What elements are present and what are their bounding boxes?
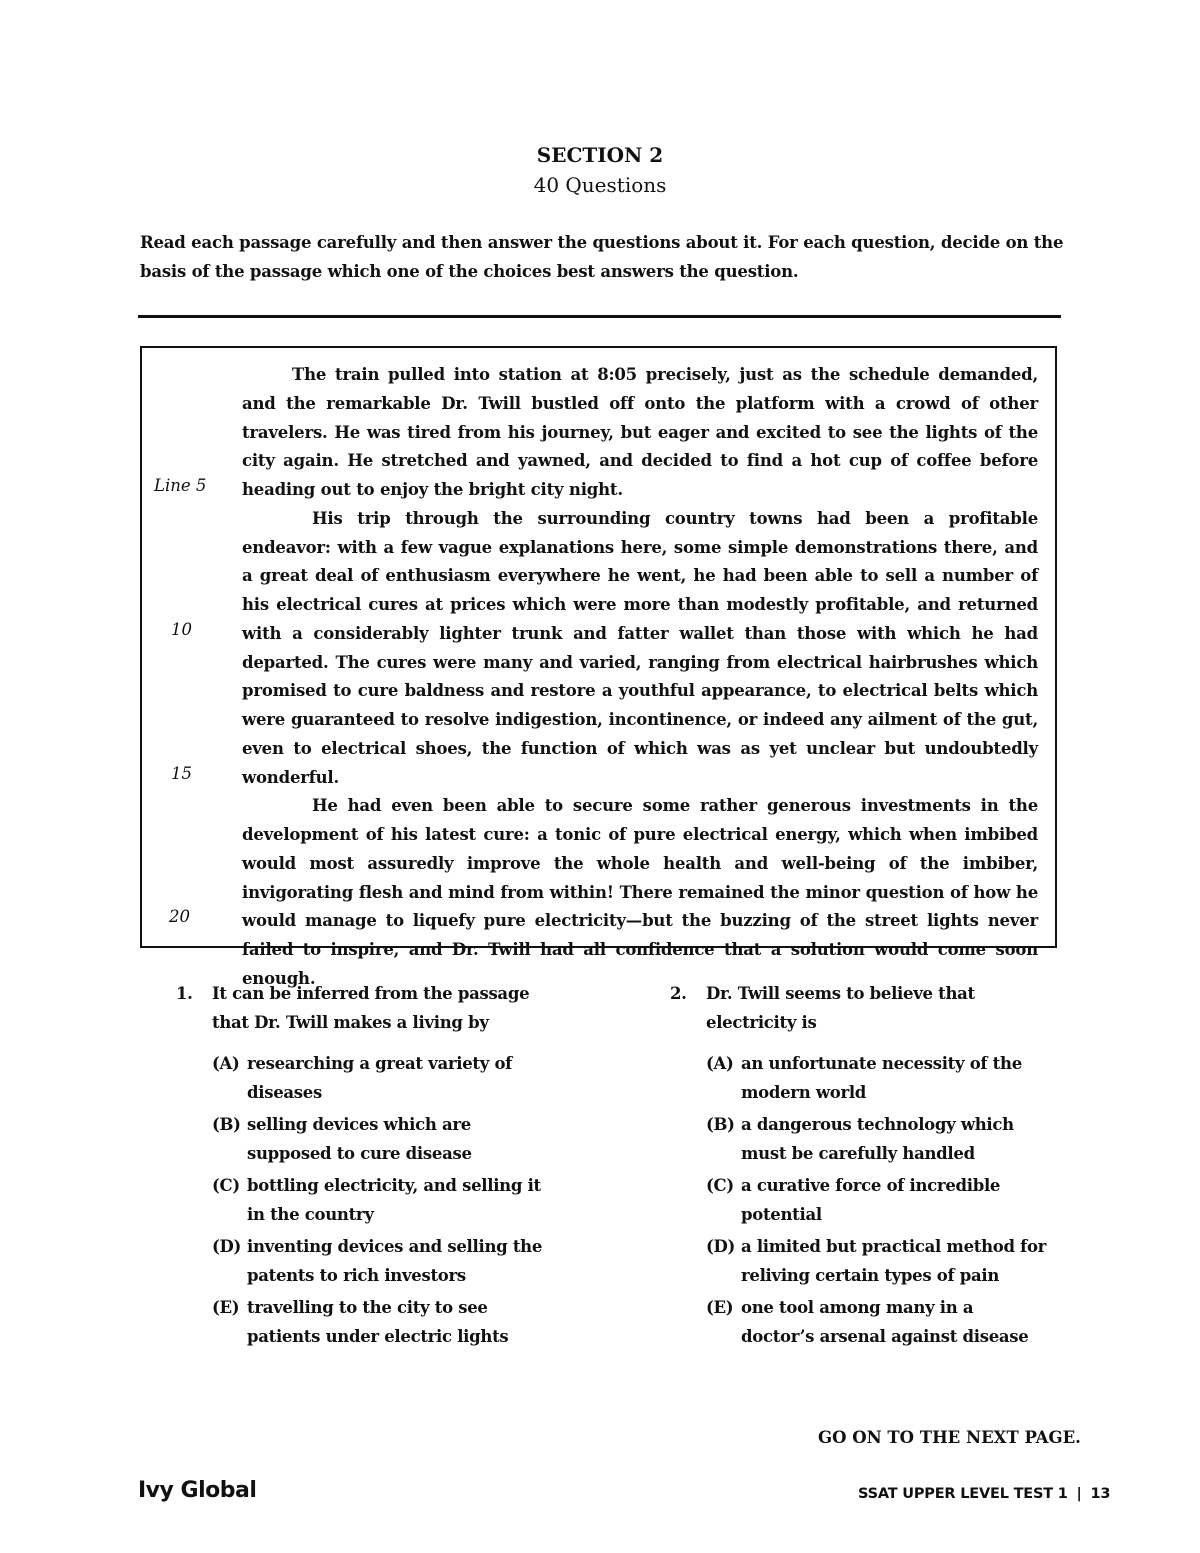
choice-letter: (C) xyxy=(706,1176,734,1195)
choice-letter: (A) xyxy=(706,1054,734,1073)
directions-text: Read each passage carefully and then answer the questions about it. For each question, decide on the basis of the passage which one of the choices best answers the question. xyxy=(140,233,1064,281)
choice-text: selling devices which are supposed to cure disease xyxy=(247,1115,472,1163)
choice-text: bottling electricity, and selling it in the country xyxy=(247,1176,541,1224)
question-stem xyxy=(176,980,556,1037)
section-title: SECTION 2 xyxy=(536,143,664,167)
line-number-20: 20 xyxy=(169,907,190,926)
question-number: 1. xyxy=(176,984,193,1003)
choice-text: travelling to the city to see patients under electric lights xyxy=(247,1298,509,1346)
question-text: It can be inferred from the passage that Dr. Twill makes a living by xyxy=(212,984,530,1032)
choice-text: researching a great variety of diseases xyxy=(247,1054,512,1102)
line-number-10: 10 xyxy=(171,620,192,639)
choice-text: a dangerous technology which must be carefully handled xyxy=(741,1115,1014,1163)
choice-letter: (C) xyxy=(212,1176,240,1195)
choice-a[interactable] xyxy=(670,1050,1050,1107)
footer-separator: | xyxy=(1076,1486,1082,1502)
choice-text: a limited but practical method for reliving certain types of pain xyxy=(741,1237,1047,1285)
choice-b[interactable] xyxy=(176,1111,556,1168)
choice-letter: (E) xyxy=(706,1298,734,1317)
brand-logo: Ivy Global xyxy=(138,1478,257,1503)
choice-d[interactable] xyxy=(670,1233,1050,1290)
choice-text: one tool among many in a doctor’s arsenal against disease xyxy=(741,1298,1029,1346)
question-1 xyxy=(176,980,556,1351)
question-2 xyxy=(670,980,1050,1351)
choice-text: a curative force of incredible potential xyxy=(741,1176,1001,1224)
choice-letter: (B) xyxy=(706,1115,735,1134)
passage-text xyxy=(242,361,1038,994)
question-count: 40 Questions xyxy=(533,173,667,197)
test-name: SSAT UPPER LEVEL TEST 1 xyxy=(858,1486,1068,1502)
question-number: 2. xyxy=(670,984,687,1003)
page-footer xyxy=(858,1486,1110,1502)
choice-a[interactable] xyxy=(176,1050,556,1107)
line-number-15: 15 xyxy=(171,764,192,783)
divider-rule xyxy=(138,315,1061,318)
choice-d[interactable] xyxy=(176,1233,556,1290)
choice-c[interactable] xyxy=(176,1172,556,1229)
choice-b[interactable] xyxy=(670,1111,1050,1168)
next-page-notice: GO ON TO THE NEXT PAGE. xyxy=(818,1428,1081,1447)
page-number: 13 xyxy=(1090,1486,1111,1502)
question-stem xyxy=(670,980,1050,1037)
question-text: Dr. Twill seems to believe that electricity is xyxy=(706,984,975,1032)
choice-e[interactable] xyxy=(670,1294,1050,1351)
choice-e[interactable] xyxy=(176,1294,556,1351)
choice-letter: (D) xyxy=(212,1237,242,1256)
choice-letter: (E) xyxy=(212,1298,240,1317)
choice-text: an unfortunate necessity of the modern world xyxy=(741,1054,1022,1102)
passage-paragraph-3: He had even been able to secure some rather generous investments in the development of his latest cure: a tonic of pure electrical energy, which when imbibed would most assuredly improve the whole health and well-being of the imbiber, invigorating flesh and mind from within! There remained the minor question of how he would manage to liquefy pure electricity—but the buzzing of the street lights never failed to inspire, and Dr. Twill had all confidence that a solution would come soon enough. xyxy=(242,796,1038,988)
passage-paragraph-2: His trip through the surrounding country towns had been a profitable endeavor: with a few vague explanations here, some simple demonstrations there, and a great deal of enthusiasm everywhere he went, he had been able to sell a number of his electrical cures at prices which were more than modestly profitable, and returned with a considerably lighter trunk and fatter wallet than those with which he had departed. The cures were many and varied, ranging from electrical hairbrushes which promised to cure baldness and restore a youthful appearance, to electrical belts which were guaranteed to resolve indigestion, incontinence, or indeed any ailment of the gut, even to electrical shoes, the function of which was as yet unclear but undoubtedly wonderful. xyxy=(242,508,1038,787)
choice-c[interactable] xyxy=(670,1172,1050,1229)
choice-text: inventing devices and selling the patents to rich investors xyxy=(247,1237,543,1285)
passage-paragraph-1: The train pulled into station at 8:05 precisely, just as the schedule demanded, and the remarkable Dr. Twill bustled off onto the platform with a crowd of other travelers. He was tired from his journey, but eager and excited to see the lights of the city again. He stretched and yawned, and decided to find a hot cup of coffee before heading out to enjoy the bright city night. xyxy=(242,365,1038,499)
choice-letter: (A) xyxy=(212,1054,240,1073)
choice-letter: (B) xyxy=(212,1115,241,1134)
choice-letter: (D) xyxy=(706,1237,736,1256)
line-number-5: Line 5 xyxy=(154,476,207,495)
